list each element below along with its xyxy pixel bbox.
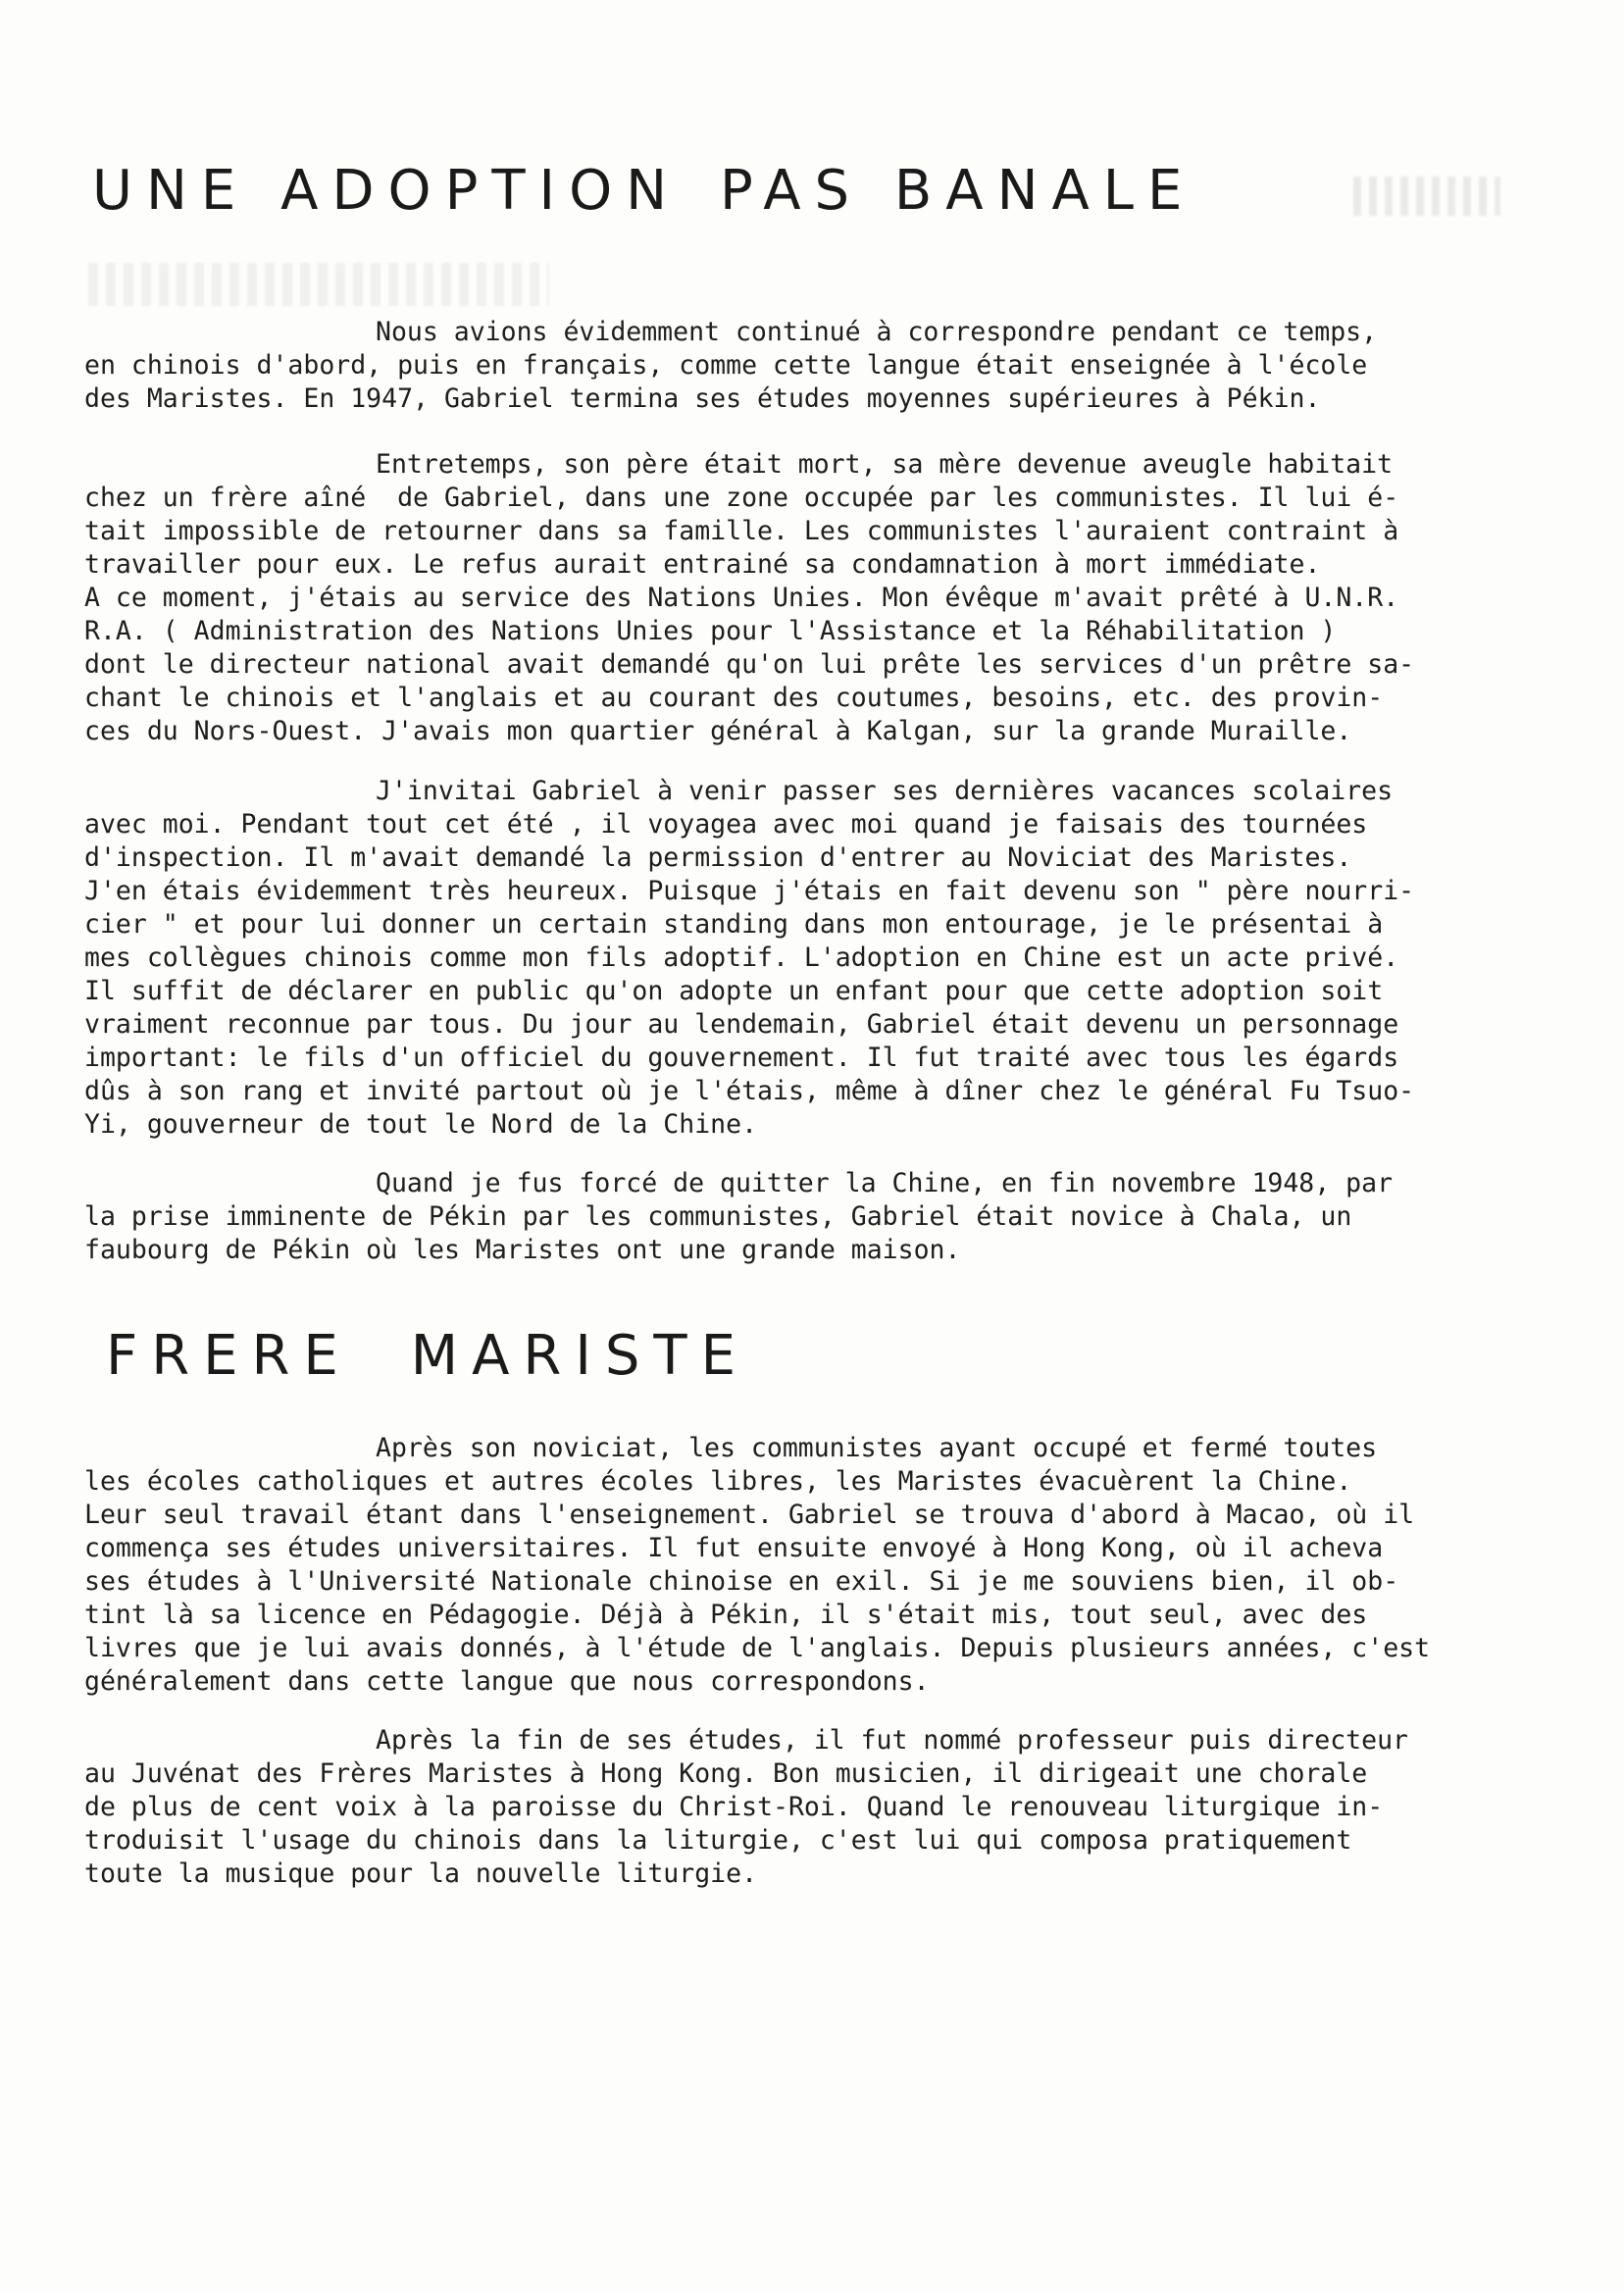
text-line: dont le directeur national avait demandé qu'on lui prête les services d'un prêtre sa-: [84, 649, 1415, 680]
title-part-1: FRERE: [106, 1324, 352, 1388]
title-frere-mariste: [106, 1324, 749, 1388]
text-line: tait impossible de retourner dans sa famille. Les communistes l'auraient contraint à: [84, 516, 1399, 546]
text-line: Leur seul travail étant dans l'enseignement. Gabriel se trouva d'abord à Macao, où il: [84, 1500, 1415, 1530]
faded-typewriter-smudge: [88, 263, 549, 306]
text-line: Yi, gouverneur de tout le Nord de la Chine.: [84, 1109, 758, 1140]
text-line: J'invitai Gabriel à venir passer ses dernières vacances scolaires: [376, 776, 1394, 806]
text-line: R.A. ( Administration des Nations Unies pour l'Assistance et la Réhabilitation ): [84, 616, 1337, 646]
text-line: en chinois d'abord, puis en français, comme cette langue était enseignée à l'école: [84, 350, 1368, 381]
text-line: J'en étais évidemment très heureux. Puisque j'étais en fait devenu son " père nourri-: [84, 876, 1415, 906]
text-line: ses études à l'Université Nationale chinoise en exil. Si je me souviens bien, il ob-: [84, 1566, 1399, 1597]
text-line: Entretemps, son père était mort, sa mère devenue aveugle habitait: [376, 449, 1394, 480]
text-line: important: le fils d'un officiel du gouvernement. Il fut traité avec tous les égards: [84, 1043, 1399, 1073]
paragraph-1: [84, 316, 1555, 416]
text-line: vraiment reconnue par tous. Du jour au lendemain, Gabriel était devenu un personnage: [84, 1009, 1399, 1040]
text-line: des Maristes. En 1947, Gabriel termina ses études moyennes supérieures à Pékin.: [84, 383, 1321, 414]
text-line: de plus de cent voix à la paroisse du Christ-Roi. Quand le renouveau liturgique in-: [84, 1792, 1384, 1822]
title-part-2: PAS BANALE: [720, 159, 1196, 223]
title-part-1: UNE ADOPTION: [92, 159, 682, 223]
text-line: troduisit l'usage du chinois dans la liturgie, c'est lui qui composa pratiquement: [84, 1825, 1352, 1856]
text-line: tint là sa licence en Pédagogie. Déjà à Pékin, il s'était mis, tout seul, avec des: [84, 1600, 1368, 1630]
text-line: ces du Nors-Ouest. J'avais mon quartier général à Kalgan, sur la grande Muraille.: [84, 716, 1352, 746]
text-line: Il suffit de déclarer en public qu'on adopte un enfant pour que cette adoption soit: [84, 976, 1384, 1006]
text-line: chez un frère aîné de Gabriel, dans une zone occupée par les communistes. Il lui é-: [84, 483, 1399, 513]
text-line: dûs à son rang et invité partout où je l'étais, même à dîner chez le général Fu Tsuo-: [84, 1076, 1415, 1106]
text-line: d'inspection. Il m'avait demandé la permission d'entrer au Noviciat des Maristes.: [84, 842, 1352, 873]
text-line: travailler pour eux. Le refus aurait entrainé sa condamnation à mort immédiate.: [84, 549, 1321, 580]
paragraph-2: [84, 448, 1555, 748]
text-line: Nous avions évidemment continué à correspondre pendant ce temps,: [376, 317, 1378, 347]
text-line: cier " et pour lui donner un certain standing dans mon entourage, je le présentai à: [84, 909, 1384, 940]
faded-typewriter-smudge: [1353, 177, 1500, 216]
text-line: livres que je lui avais donnés, à l'étude de l'anglais. Depuis plusieurs années, c'est: [84, 1633, 1431, 1663]
paragraph-3: [84, 775, 1555, 1142]
paragraph-4: [84, 1167, 1555, 1267]
text-line: généralement dans cette langue que nous correspondons.: [84, 1666, 930, 1697]
text-line: avec moi. Pendant tout cet été , il voyagea avec moi quand je faisais des tournées: [84, 809, 1368, 840]
text-line: au Juvénat des Frères Maristes à Hong Kong. Bon musicien, il dirigeait une chorale: [84, 1758, 1368, 1789]
text-line: A ce moment, j'étais au service des Nations Unies. Mon évêque m'avait prêté à U.N.R.: [84, 583, 1399, 613]
text-line: les écoles catholiques et autres écoles libres, les Maristes évacuèrent la Chine.: [84, 1466, 1352, 1497]
text-line: faubourg de Pékin où les Maristes ont une grande maison.: [84, 1235, 961, 1265]
text-line: Après la fin de ses études, il fut nommé professeur puis directeur: [376, 1725, 1408, 1756]
title-une-adoption-pas-banale: [92, 159, 1195, 223]
text-line: toute la musique pour la nouvelle liturgie.: [84, 1858, 758, 1889]
text-line: commença ses études universitaires. Il fut ensuite envoyé à Hong Kong, où il acheva: [84, 1533, 1384, 1563]
text-line: la prise imminente de Pékin par les communistes, Gabriel était novice à Chala, un: [84, 1201, 1352, 1232]
text-line: Quand je fus forcé de quitter la Chine, en fin novembre 1948, par: [376, 1168, 1394, 1198]
title-part-2: MARISTE: [410, 1324, 749, 1388]
text-line: chant le chinois et l'anglais et au courant des coutumes, besoins, etc. des provin-: [84, 683, 1384, 713]
paragraph-6: [84, 1724, 1555, 1891]
text-line: Après son noviciat, les communistes ayant occupé et fermé toutes: [376, 1433, 1378, 1463]
paragraph-5: [84, 1432, 1555, 1699]
text-line: mes collègues chinois comme mon fils adoptif. L'adoption en Chine est un acte privé.: [84, 942, 1399, 973]
